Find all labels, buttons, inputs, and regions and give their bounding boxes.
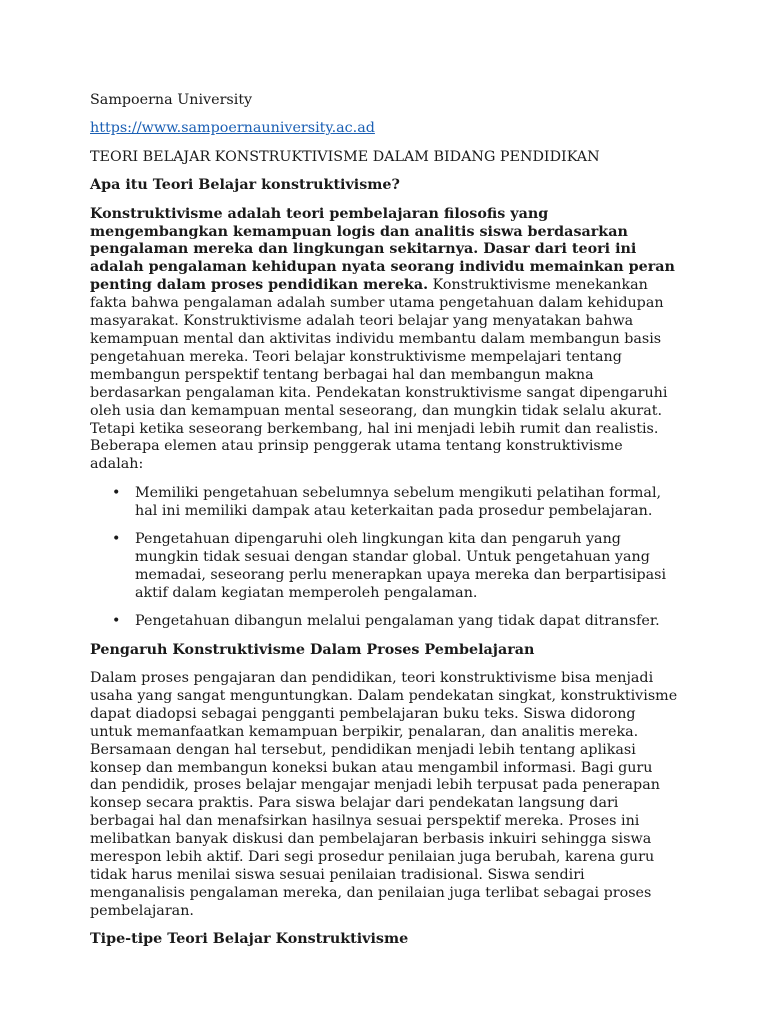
bullet-marker: •	[112, 613, 121, 630]
paragraph-definition-bold: Konstruktivisme adalah teori pembelajaran filosofis yang mengembangkan kemampuan logis dan analitis siswa berdasarkan pengalaman mereka dan lingkungan sekitarnya. Dasar dari teori ini adalah pengalaman kehidupan nyata seorang individu memainkan peran penting dalam proses pendidikan mereka.	[90, 205, 675, 294]
paragraph-definition	[90, 206, 680, 475]
paragraph-definition-rest: Konstruktivisme menekankan fakta bahwa pengalaman adalah sumber utama pengetahuan dalam kehidupan masyarakat. Konstruktivisme adalah teori belajar yang menyatakan bahwa kemampuan mental dan aktivitas individu membantu dalam membangun basis pengetahuan mereka. Teori belajar konstruktivisme mempelajari tentang membangun perspektif tentang berbagai hal dan membangun makna berdasarkan pengalaman kita. Pendekatan konstruktivisme sangat dipengaruhi oleh usia dan kemampuan mental seseorang, dan mungkin tidak selalu akurat. Tetapi ketika seseorang berkembang, hal ini menjadi lebih rumit dan realistis. Beberapa elemen atau prinsip penggerak utama tentang konstruktivisme adalah:	[90, 277, 668, 473]
list-item	[112, 531, 680, 603]
list-item-text: Memiliki pengetahuan sebelumnya sebelum mengikuti pelatihan formal, hal ini memiliki dampak atau keterkaitan pada prosedur pembelajaran.	[135, 484, 662, 519]
principles-list	[90, 485, 680, 631]
bullet-marker: •	[112, 531, 121, 548]
heading-what-is-constructivism: Apa itu Teori Belajar konstruktivisme?	[90, 177, 400, 194]
list-item-text: Pengetahuan dibangun melalui pengalaman yang tidak dapat ditransfer.	[135, 613, 660, 630]
heading-types: Tipe-tipe Teori Belajar Konstruktivisme	[90, 931, 409, 948]
university-name: Sampoerna University	[90, 92, 253, 108]
paragraph-influence: Dalam proses pengajaran dan pendidikan, teori konstruktivisme bisa menjadi usaha yang sangat menguntungkan. Dalam pendekatan singkat, konstruktivisme dapat diadopsi sebagai pengganti pembelajaran buku teks. Siswa didorong untuk memanfaatkan kemampuan berpikir, penalaran, dan analitis mereka. Bersamaan dengan hal tersebut, pendidikan menjadi lebih tentang aplikasi konsep dan membangun koneksi bukan atau mengambil informasi. Bagi guru dan pendidik, proses belajar mengajar menjadi lebih terpusat pada penerapan konsep secara praktis. Para siswa belajar dari pendekatan langsung dari berbagai hal dan menafsirkan hasilnya sesuai perspektif mereka. Proses ini melibatkan banyak diskusi dan pembelajaran berbasis inkuiri sehingga siswa merespon lebih aktif. Dari segi prosedur penilaian juga berubah, karena guru tidak harus menilai siswa sesuai penilaian tradisional. Siswa sendiri menganalisis pengalaman mereka, dan penilaian juga terlibat sebagai proses pembelajaran.	[90, 669, 678, 919]
url-paragraph	[90, 120, 680, 138]
document-page	[90, 92, 680, 960]
university-link[interactable]: https://www.sampoernauniversity.ac.ad	[90, 120, 375, 137]
heading-influence: Pengaruh Konstruktivisme Dalam Proses Pembelajaran	[90, 641, 535, 658]
list-item	[112, 484, 680, 521]
document-title: TEORI BELAJAR KONSTRUKTIVISME DALAM BIDANG PENDIDIKAN	[90, 148, 600, 165]
bullet-marker: •	[112, 484, 121, 501]
list-item-text: Pengetahuan dipengaruhi oleh lingkungan kita dan pengaruh yang mungkin tidak sesuai dengan standar global. Untuk pengetahuan yang memadai, seseorang perlu menerapkan upaya mereka dan berpartisipasi aktif dalam kegiatan memperoleh pengalaman.	[135, 531, 667, 601]
list-item	[112, 613, 680, 631]
